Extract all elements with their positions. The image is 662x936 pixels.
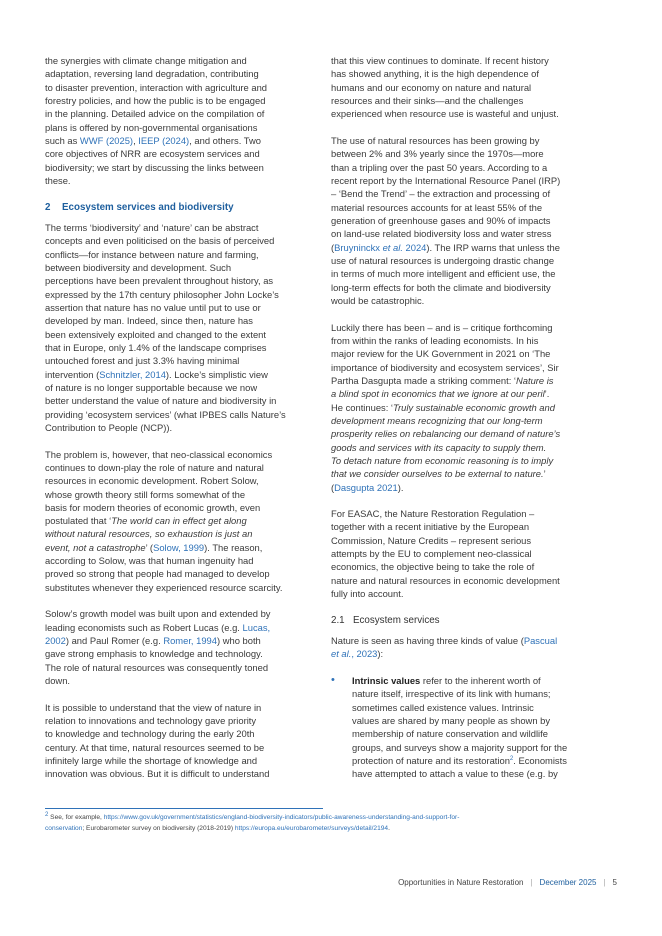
text: generation of greenhouse gases and 90% of impacts (331, 214, 551, 226)
text-line (352, 754, 617, 767)
text: infinitely large while the shortage of knowledge and (45, 755, 258, 767)
text: forestry policies, and how the public is to be engaged (45, 94, 266, 106)
text-line (331, 574, 617, 587)
text-line (331, 227, 617, 240)
text: been extensively exploited and changed to the extent (45, 328, 266, 340)
citation-link[interactable]: Lucas, (242, 621, 271, 633)
text: Partha Dasgupta made a striking comment: ‘ (331, 374, 516, 386)
text-line (331, 587, 617, 600)
text-line (45, 727, 317, 740)
footnote-divider (45, 808, 323, 809)
text-line (331, 387, 617, 400)
text-line (331, 134, 617, 147)
text: basis for modern theories of economic growth, even (45, 501, 261, 513)
text-line (45, 394, 317, 407)
text-line (45, 701, 317, 714)
text: ) who both (217, 635, 261, 647)
footnote-text: ; Eurobarometer survey on biodiversity (2018-2019) (82, 824, 235, 832)
text-line (331, 441, 617, 454)
text: major review for the UK Government in 2021 on ‘The (331, 348, 551, 360)
text: He continues: ‘ (331, 401, 394, 413)
text: that we consider ourselves to be external to nature. (331, 468, 544, 480)
citation-link[interactable]: Schnitzler, 2014 (99, 368, 166, 380)
text-line (45, 354, 317, 367)
footer-date: December 2025 (539, 878, 597, 887)
text-line (45, 274, 317, 287)
text: continues to down-play the role of nature and natural (45, 461, 264, 473)
text: ( (331, 481, 335, 493)
text: expressed by the 17th century philosopher John Locke’s (45, 288, 279, 300)
text-line (45, 767, 317, 780)
text-line (331, 427, 617, 440)
text: conflicts—for instance between nature and farming, (45, 248, 259, 260)
heading-text: Ecosystem services and biodiversity (62, 201, 234, 213)
text: event, not a catastrophe (45, 541, 146, 553)
citation-link[interactable]: WWF (2025) (79, 134, 134, 146)
footnote-number: 2 (45, 811, 49, 818)
footer-title: Opportunities in Nature Restoration (398, 878, 524, 887)
footnote-ref[interactable]: 2 (509, 755, 514, 762)
text: refer to the inherent worth of (420, 675, 541, 687)
text: would be catastrophic. (331, 294, 425, 306)
text: core objectives of NRR are ecosystem services and (45, 148, 260, 160)
text: It is possible to understand that the view of nature in (45, 701, 262, 713)
text-line (45, 527, 317, 540)
text: to disaster prevention, interaction with agriculture and (45, 81, 267, 93)
text-line (45, 81, 317, 94)
text: The use of natural resources has been growing by (331, 134, 540, 146)
text-line (331, 267, 617, 280)
text-line (45, 121, 317, 134)
text: Luckily there has been – and is – critique forthcoming (331, 321, 553, 333)
text: nature itself, irrespective of its link with humans; (352, 688, 551, 700)
text-line (331, 361, 617, 374)
text: ). The reason, (204, 541, 263, 553)
footer-separator: | (530, 878, 533, 887)
text: down. (45, 675, 71, 687)
text-line (352, 714, 617, 727)
bullet-icon: • (331, 674, 335, 687)
text-line (331, 281, 617, 294)
text: protection of nature and its restoration (352, 755, 510, 767)
text: economics, the objective being to take the role of (331, 561, 535, 573)
text: ) and Paul Romer (e.g. (65, 635, 164, 647)
text: ’. (544, 388, 550, 400)
text: has showed anything, it is the high dependence of (331, 68, 539, 80)
text: of nature is no longer supportable because we now (45, 381, 258, 393)
text: that this view continues to dominate. If recent history (331, 55, 549, 66)
text-line (331, 454, 617, 467)
text: experienced when resource use is wasteful and unjust. (331, 108, 559, 120)
text: in the planning. Detailed advice on the compilation of (45, 108, 265, 120)
text-line (45, 501, 317, 514)
text-line (45, 581, 317, 594)
paragraph (331, 507, 617, 600)
section-heading (45, 201, 317, 214)
text-line (352, 674, 617, 687)
text: a blind spot in economics that we ignore at our peril (331, 388, 545, 400)
text: attempts by the EU to complement neo-classical (331, 548, 532, 560)
heading-number: 2.1 (331, 614, 345, 626)
text: that in Europe, only 1.4% of the landscape comprises (45, 341, 267, 353)
paragraph (331, 321, 617, 494)
text-line (45, 621, 317, 634)
page-footer (398, 878, 617, 887)
text-line (45, 234, 317, 247)
text: Solow’s growth model was built upon and extended by (45, 608, 271, 620)
text-line (331, 147, 617, 160)
text-line (352, 727, 617, 740)
text: have attempted to attach a value to these (e.g. by (352, 768, 558, 780)
text-line (331, 254, 617, 267)
text-line (331, 54, 617, 67)
text-line (331, 534, 617, 547)
text: postulated that ‘ (45, 515, 112, 527)
bullet-item (331, 674, 617, 781)
text: the synergies with climate change mitigation and (45, 55, 247, 66)
text: developed by man. Indeed, since then, nature has (45, 315, 253, 327)
text-line (45, 161, 317, 174)
text-line (331, 174, 617, 187)
text: to knowledge and technology during the early 20th (45, 728, 255, 740)
left-column (45, 54, 317, 794)
text-line (45, 147, 317, 160)
footnote-line-2 (45, 824, 459, 835)
text: membership of nature conservation and wildlife (352, 728, 548, 740)
citation-link[interactable]: 2024 (402, 241, 427, 253)
text: ): (377, 648, 384, 660)
text: century. At that time, natural resources seemed to be (45, 741, 265, 753)
text-line (45, 647, 317, 660)
text-line (45, 607, 317, 620)
text-line (45, 54, 317, 67)
citation-link[interactable]: IEEP (2024) (138, 134, 190, 146)
text-line (45, 567, 317, 580)
text-line (331, 547, 617, 560)
text: values are shared by many people as shown by (352, 715, 551, 727)
text: perceptions have been prevalent throughout history, as (45, 275, 274, 287)
text-line (45, 341, 317, 354)
text-line (45, 174, 317, 187)
text-line (331, 347, 617, 360)
paragraph (45, 701, 317, 781)
text-line (331, 94, 617, 107)
text: The problem is, however, that neo-classical economics (45, 448, 273, 460)
text-line (45, 714, 317, 727)
footnote-link-gov-uk[interactable]: https://www.gov.uk/government/statistics/england-biodiversity-indicators/public-awareness-understanding-and-support-for- (103, 814, 460, 821)
citation-link[interactable]: et al. (382, 241, 403, 253)
text: leading economists such as Robert Lucas (e.g. (45, 621, 243, 633)
footnote-text: See, for example, (48, 814, 104, 821)
text-line (352, 767, 617, 780)
text: development means recognizing that our long-term (331, 414, 543, 426)
text: according to Solow, was that human ingenuity had (45, 555, 254, 567)
text-line (45, 541, 317, 554)
text: innovation was obvious. But it is difficult to understand (45, 768, 270, 780)
paragraph (331, 134, 617, 307)
text-line (45, 314, 317, 327)
text-line (45, 741, 317, 754)
text: The role of natural resources was consequently toned (45, 661, 269, 673)
text: humans and our economy on nature and natural (331, 81, 532, 93)
text-line (331, 414, 617, 427)
text: use of natural resources is undergoing drastic change (331, 254, 555, 266)
text-line (45, 514, 317, 527)
text: long-term effects for both the climate and biodiversity (331, 281, 551, 293)
text: To detach nature from economic reasoning is to imply (331, 454, 554, 466)
paragraph (45, 221, 317, 434)
text-line (45, 488, 317, 501)
citation-link[interactable]: et al. (331, 648, 352, 660)
citation-link[interactable]: Pascual (523, 635, 558, 647)
text-line (331, 374, 617, 387)
text-line (331, 520, 617, 533)
text: between biodiversity and development. Such (45, 261, 232, 273)
text-line (331, 560, 617, 573)
text-line (45, 328, 317, 341)
text-line (331, 67, 617, 80)
paragraph (45, 607, 317, 687)
text-line (331, 107, 617, 120)
heading-text: Ecosystem services (353, 614, 440, 626)
text-line (45, 554, 317, 567)
text: these. (45, 174, 71, 186)
text: in terms of much more intelligent and efficient use, the (331, 268, 556, 280)
text: ’ ( (145, 541, 154, 553)
text: better understand the value of nature and biodiversity in (45, 395, 277, 407)
paragraph (331, 54, 617, 121)
text: intervention ( (45, 368, 100, 380)
citation-link[interactable]: Dasgupta 2021 (334, 481, 398, 493)
citation-link[interactable]: Bruyninckx (334, 241, 383, 253)
text: . Economists (513, 755, 567, 767)
text: goods and services with its capacity to supply them. (331, 441, 547, 453)
text: importance of biodiversity and ecosystem services’, Sir (331, 361, 559, 373)
text-line (331, 507, 617, 520)
text-line (45, 301, 317, 314)
text: providing ‘ecosystem services’ (what IPBES calls Nature’s (45, 408, 286, 420)
text-line (45, 261, 317, 274)
text: from within the ranks of leading economists. In his (331, 334, 539, 346)
footer-separator: | (603, 878, 606, 887)
text: ( (331, 241, 335, 253)
text-line (45, 107, 317, 120)
text-line (45, 248, 317, 261)
text: ). The IRP warns that unless the (426, 241, 560, 253)
text-line (45, 634, 317, 647)
text: ’ (543, 468, 546, 480)
text-line (331, 401, 617, 414)
text-line (331, 481, 617, 494)
text: fully into account. (331, 588, 404, 600)
paragraph (331, 634, 617, 661)
text-line (45, 408, 317, 421)
text-line (45, 661, 317, 674)
text: material resources accounts for at least 55% of the (331, 201, 543, 213)
text-line (45, 67, 317, 80)
text: biodiversity; we start by discussing the links between (45, 161, 264, 173)
text-line (331, 634, 617, 647)
paragraph (45, 54, 317, 187)
text: prosperity relies on rebalancing our demand of nature’s (331, 428, 561, 440)
text-line (45, 461, 317, 474)
text-line (45, 474, 317, 487)
text: ). Locke’s simplistic view (165, 368, 268, 380)
text: Contribution to People (NCP)). (45, 421, 173, 433)
text: on land-use related biodiversity loss and water stress (331, 228, 552, 240)
footnote-text: . (388, 824, 390, 832)
text-line (45, 754, 317, 767)
text: Nature is seen as having three kinds of value ( (331, 635, 524, 647)
subsection-heading (331, 614, 617, 627)
text: For EASAC, the Nature Restoration Regulation – (331, 508, 535, 520)
footnote-link-eurobarometer[interactable]: https://europa.eu/eurobarometer/surveys/detail/2194 (234, 824, 389, 832)
text: , and others. Two (189, 134, 261, 146)
text: plans is offered by non-governmental organisations (45, 121, 258, 133)
text-line (331, 467, 617, 480)
text-line (331, 294, 617, 307)
text-line (45, 221, 317, 234)
text: between 2% and 3% yearly since the 1970s—more (331, 148, 544, 160)
text: Truly sustainable economic growth and (393, 401, 555, 413)
heading-number: 2 (45, 201, 51, 213)
right-column (331, 54, 617, 794)
text: relation to innovations and technology gave priority (45, 715, 257, 727)
footnote-line-1 (45, 813, 459, 824)
text: concepts and even politicised on the basis of perceived (45, 235, 275, 247)
text: The terms ‘biodiversity’ and ‘nature’ can be abstract (45, 221, 259, 233)
text: assertion that nature has no value until put to use or (45, 301, 261, 313)
text: ). (397, 481, 404, 493)
text-line (331, 201, 617, 214)
text: together with a recent initiative by the European (331, 521, 530, 533)
text: groups, and surveys show a majority support for the (352, 741, 568, 753)
text-line (45, 288, 317, 301)
text-line (331, 647, 617, 660)
citation-link[interactable]: Romer, 1994 (163, 635, 217, 647)
text-line (331, 321, 617, 334)
text: whose growth theory still forms somewhat of the (45, 488, 246, 500)
text: gave strong emphasis to knowledge and technology. (45, 648, 263, 660)
citation-link[interactable]: , 2023 (351, 648, 378, 660)
text-line (45, 134, 317, 147)
text-line (331, 241, 617, 254)
text: Nature is (515, 374, 554, 386)
text: resources in economic development. Robert Solow, (45, 475, 259, 487)
text: nature and natural resources in economic development (331, 574, 560, 586)
text: such as (45, 134, 80, 146)
page-number: 5 (612, 878, 617, 887)
text: proved so strong that people had managed to develop (45, 568, 270, 580)
text: Intrinsic values (352, 675, 421, 687)
text-line (352, 701, 617, 714)
text: , (133, 134, 139, 146)
text: resources and their sinks—and the challenges (331, 94, 524, 106)
text-line (331, 81, 617, 94)
text: than a tripling over the past 50 years. According to a (331, 161, 548, 173)
text-line (331, 187, 617, 200)
footnote-link-gov-uk-cont[interactable]: conservation (45, 824, 83, 832)
text: – ‘Bend the Trend’ – the extraction and processing of (331, 188, 551, 200)
text-line (331, 214, 617, 227)
paragraph (45, 448, 317, 595)
text: untouched forest and just 3.3% having minimal (45, 355, 240, 367)
footnote (45, 813, 459, 834)
text-line (45, 94, 317, 107)
text: recent report by the International Resource Panel (IRP) (331, 174, 561, 186)
text: The world can in effect get along (111, 515, 247, 527)
text-line (331, 334, 617, 347)
text: sometimes called existence values. Intrinsic (352, 701, 534, 713)
text-line (352, 687, 617, 700)
citation-link[interactable]: Solow, 1999 (153, 541, 205, 553)
text-line (45, 448, 317, 461)
text: substitutes whenever they experienced resource scarcity. (45, 581, 283, 593)
text: without natural resources, so exhaustion is just an (45, 528, 253, 540)
text-line (45, 381, 317, 394)
text: adaptation, reversing land degradation, contributing (45, 68, 259, 80)
text-line (352, 741, 617, 754)
text-line (45, 421, 317, 434)
citation-link[interactable]: 2002 (45, 635, 66, 647)
text-line (331, 161, 617, 174)
text-line (45, 674, 317, 687)
text-line (45, 368, 317, 381)
text: Commission, Nature Credits – represent serious (331, 534, 532, 546)
